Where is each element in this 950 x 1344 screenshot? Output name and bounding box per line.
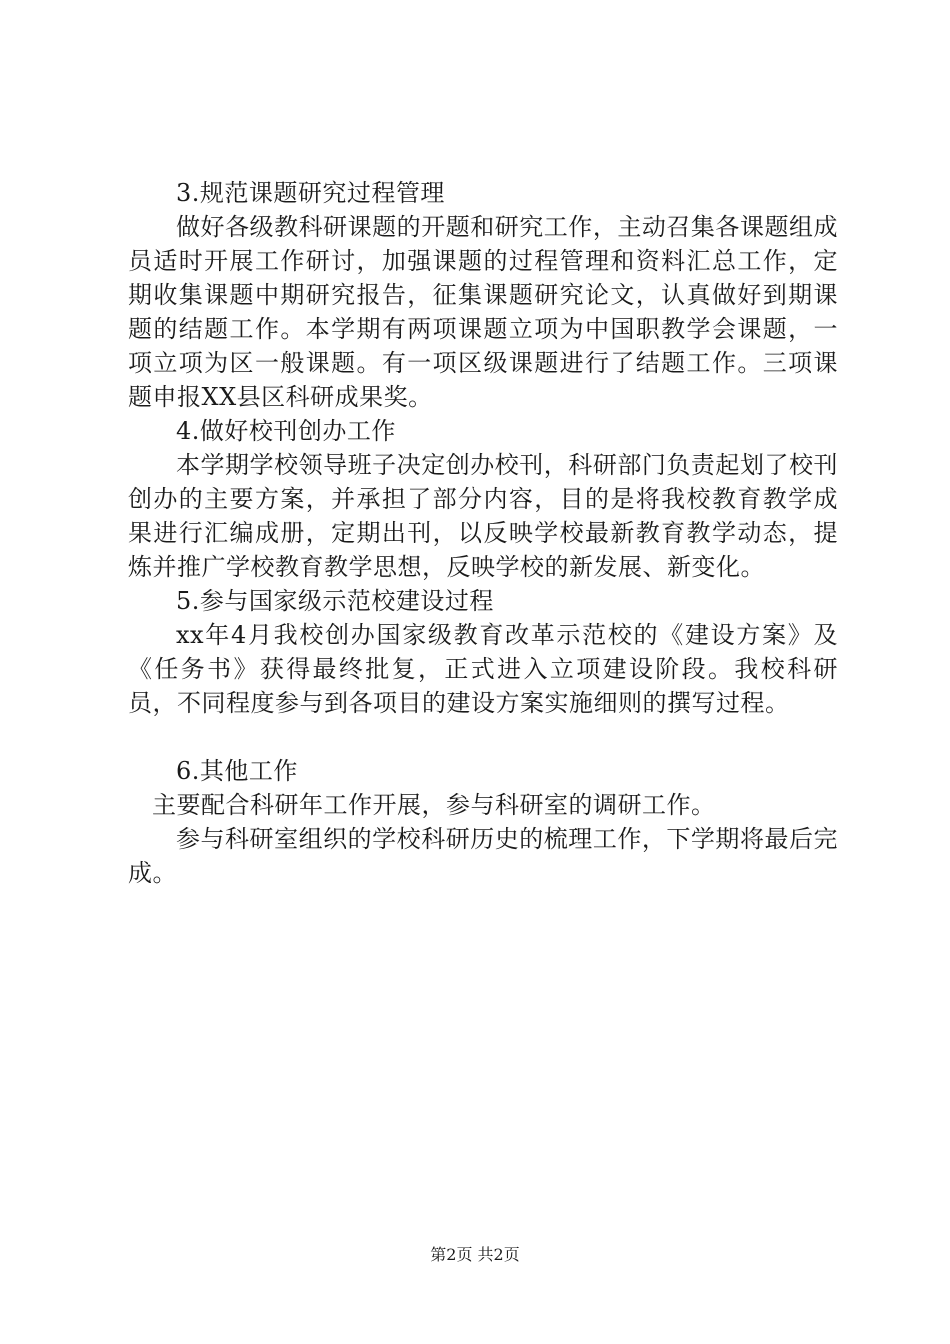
section-6-paragraph-2: 参与科研室组织的学校科研历史的梳理工作，下学期将最后完成。 [128, 825, 838, 887]
section-6-paragraph-1: 主要配合科研年工作开展，参与科研室的调研工作。 [152, 791, 716, 819]
document-body [128, 176, 838, 890]
section-heading-3: 3.规范课题研究过程管理 [176, 179, 445, 207]
section-3-paragraph: 做好各级教科研课题的开题和研究工作，主动召集各课题组成员适时开展工作研讨，加强课题的过程管理和资料汇总工作，定期收集课题中期研究报告，征集课题研究论文，认真做好到期课题的结题工作。本学期有两项课题立项为中国职教学会课题，一项立项为区一般课题。有一项区级课题进行了结题工作。三项课题申报XX县区科研成果奖。 [128, 213, 838, 411]
section-4-paragraph: 本学期学校领导班子决定创办校刊，科研部门负责起划了校刊创办的主要方案，并承担了部分内容，目的是将我校教育教学成果进行汇编成册，定期出刊，以反映学校最新教育教学动态，提炼并推广学校教育教学思想，反映学校的新发展、新变化。 [128, 451, 838, 581]
blank-line [128, 720, 838, 754]
page-number-footer: 第2页 共2页 [430, 1245, 520, 1264]
section-heading-5: 5.参与国家级示范校建设过程 [176, 587, 494, 615]
section-5-paragraph: xx年4月我校创办国家级教育改革示范校的《建设方案》及《任务书》获得最终批复，正式进入立项建设阶段。我校科研员，不同程度参与到各项目的建设方案实施细则的撰写过程。 [128, 621, 838, 717]
section-heading-6: 6.其他工作 [176, 757, 298, 785]
section-heading-4: 4.做好校刊创办工作 [176, 417, 396, 445]
